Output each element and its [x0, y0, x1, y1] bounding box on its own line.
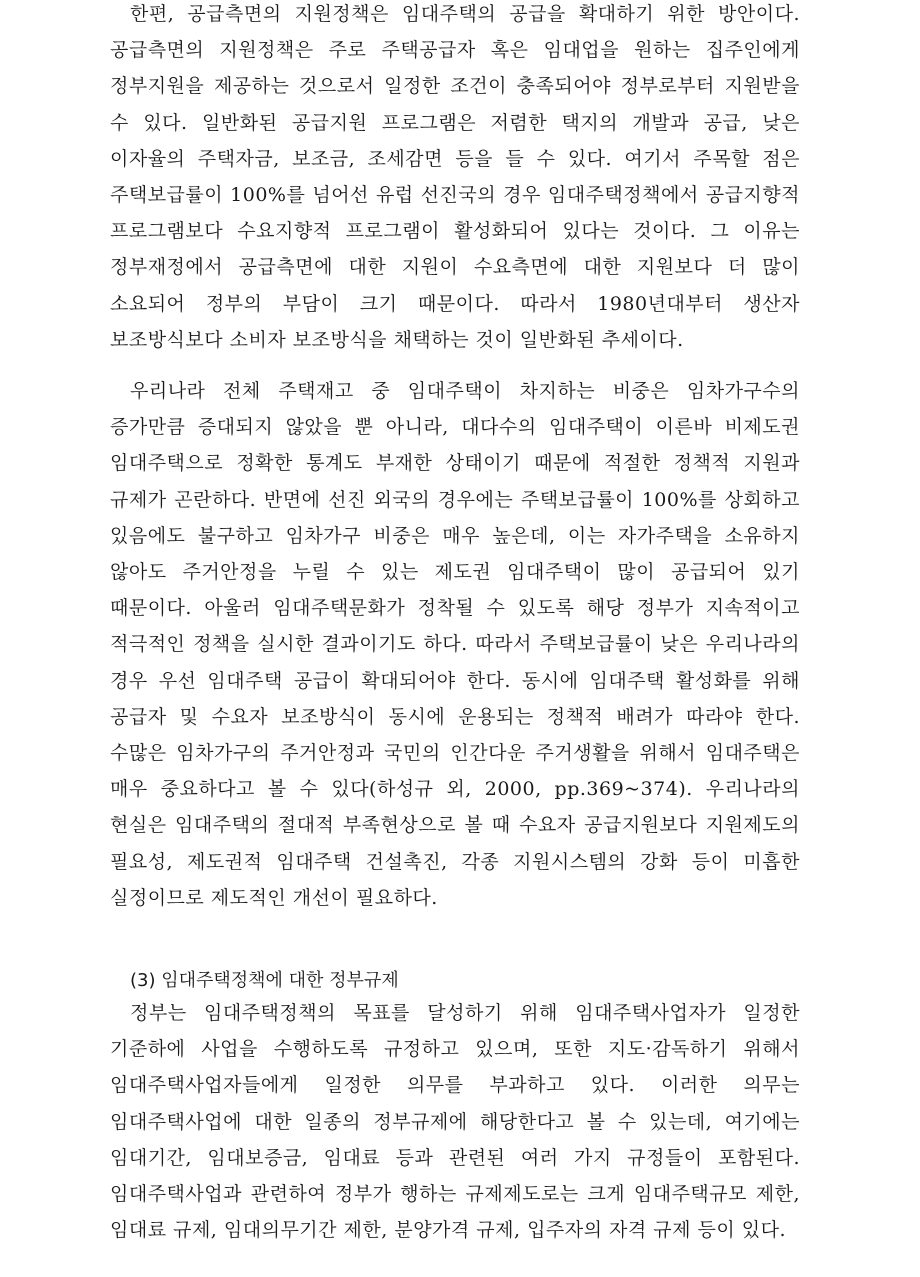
- section-heading: (3) 임대주택정책에 대한 정부규제: [130, 970, 399, 991]
- paragraph-rental-housing-status: 우리나라 전체 주택재고 중 임대주택이 차지하는 비중은 임차가구수의 증가만큼 증대되지 않았을 뿐 아니라, 대다수의 임대주택이 이른바 비제도권 임대주택으로 정확한 통계도 부재한 상태이기 때문에 적절한 정책적 지원과 규제가 곤란하다. 반면에 선진 외국의 경우에는 주택보급률이 100%를 상회하고 있음에도 불구하고 임차가구 비중은 매우 높은데, 이는 자가주택을 소유하지 않아도 주거안정을 누릴 수 있는 제도권 임대주택이 많이 공급되어 있기 때문이다. 아울러 임대주택문화가 정착될 수 있도록 해당 정부가 지속적이고 적극적인 정책을 실시한 결과이기도 하다. 따라서 주택보급률이 낮은 우리나라의 경우 우선 임대주택 공급이 확대되어야 한다. 동시에 임대주택 활성화를 위해 공급자 및 수요자 보조방식이 동시에 운용되는 정책적 배려가 따라야 한다. 수많은 임차가구의 주거안정과 국민의 인간다운 주거생활을 위해서 임대주택은 매우 중요하다고 볼 수 있다(하성규 외, 2000, pp.369~374). 우리나라의 현실은 임대주택의 절대적 부족현상으로 볼 때 수요자 공급지원보다 지원제도의 필요성, 제도권적 임대주택 건설촉진, 각종 지원시스템의 강화 등이 미흡한 실정이므로 제도적인 개선이 필요하다.: [110, 380, 800, 909]
- paragraph-government-regulation: 정부는 임대주택정책의 목표를 달성하기 위해 임대주택사업자가 일정한 기준하에 사업을 수행하도록 규정하고 있으며, 또한 지도·감독하기 위해서 임대주택사업자들에게 일정한 의무를 부과하고 있다. 이러한 의무는 임대주택사업에 대한 일종의 정부규제에 해당한다고 볼 수 있는데, 여기에는 임대기간, 임대보증금, 임대료 등과 관련된 여러 가지 규정들이 포함된다. 임대주택사업과 관련하여 정부가 행하는 규제제도로는 크게 임대주택규모 제한, 임대료 규제, 임대의무기간 제한, 분양가격 규제, 입주자의 자격 규제 등이 있다.: [110, 1002, 800, 1242]
- paragraph-supply-side-policy: 한편, 공급측면의 지원정책은 임대주택의 공급을 확대하기 위한 방안이다. 공급측면의 지원정책은 주로 주택공급자 혹은 임대업을 원하는 집주인에게 정부지원을 제공하는 것으로서 일정한 조건이 충족되어야 정부로부터 지원받을 수 있다. 일반화된 공급지원 프로그램은 저렴한 택지의 개발과 공급, 낮은 이자율의 주택자금, 보조금, 조세감면 등을 들 수 있다. 여기서 주목할 점은 주택보급률이 100%를 넘어선 유럽 선진국의 경우 임대주택정책에서 공급지향적 프로그램보다 수요지향적 프로그램이 활성화되어 있다는 것이다. 그 이유는 정부재정에서 공급측면에 대한 지원이 수요측면에 대한 지원보다 더 많이 소요되어 정부의 부담이 크기 때문이다. 따라서 1980년대부터 생산자 보조방식보다 소비자 보조방식을 채택하는 것이 일반화된 추세이다.: [110, 3, 800, 351]
